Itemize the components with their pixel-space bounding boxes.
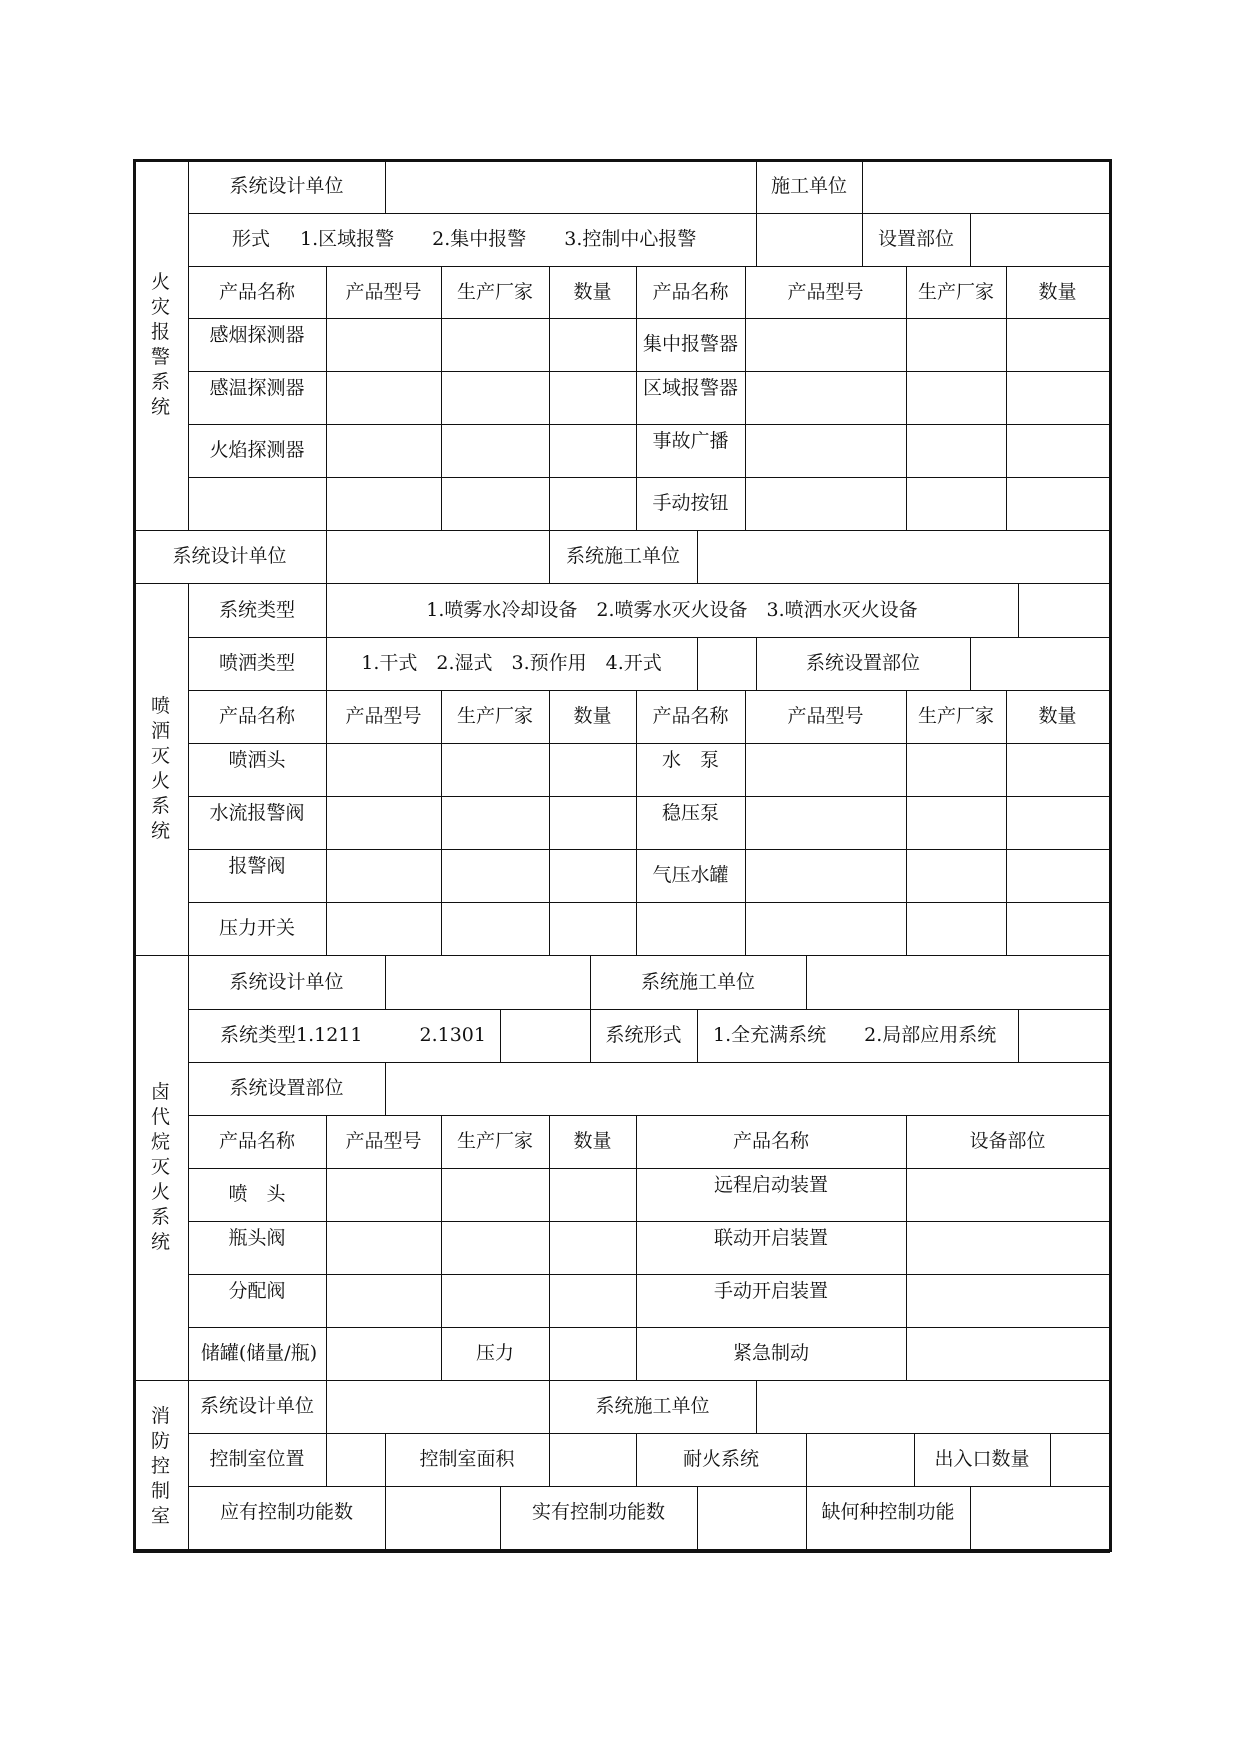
fire-header-cell: 产品名称 [218, 280, 295, 303]
form-cell[interactable] [906, 1221, 1110, 1275]
form-cell[interactable] [697, 1486, 807, 1553]
form-cell[interactable] [549, 849, 637, 903]
form-cell[interactable] [756, 1380, 1110, 1434]
sprinkler-item-flow-valve: 水流报警阀 [209, 802, 305, 824]
form-cell[interactable] [385, 1486, 501, 1553]
fire-item-central-alarm: 集中报警器 [642, 333, 738, 355]
form-cell[interactable] [1018, 583, 1110, 638]
fire-header-cell: 数量 [573, 280, 612, 303]
form-cell[interactable] [326, 1221, 442, 1275]
form-cell[interactable] [549, 743, 637, 797]
form-cell[interactable] [1006, 477, 1110, 531]
form-cell[interactable] [441, 424, 550, 478]
sprinkler-header-cell: 数量 [573, 705, 612, 727]
form-cell[interactable] [745, 796, 907, 850]
form-cell[interactable] [326, 318, 442, 372]
form-cell[interactable] [326, 371, 442, 425]
form-cell[interactable] [745, 477, 907, 531]
sprinkler-header-cell: 数量 [1038, 705, 1077, 727]
control-room-section-title: 消 防 控 制 室 [150, 1404, 170, 1527]
control-room-location-label: 控制室位置 [209, 1448, 305, 1470]
fire-alarm-section-title: 火 灾 报 警 系 统 [150, 270, 170, 418]
form-cell[interactable] [441, 477, 550, 531]
form-cell[interactable] [636, 902, 746, 956]
form-cell[interactable] [326, 477, 442, 531]
fire-header-cell: 生产厂家 [456, 280, 533, 303]
sprinkler-item-head: 喷洒头 [228, 749, 286, 771]
fire-item-flame: 火焰探测器 [209, 439, 305, 461]
fire-header-cell: 产品型号 [787, 280, 864, 303]
mid-construction-unit-label: 系统施工单位 [565, 545, 680, 567]
form-cell[interactable] [1006, 318, 1110, 372]
control-construction-unit-label: 系统施工单位 [595, 1395, 710, 1417]
form-cell[interactable] [1006, 371, 1110, 425]
form-cell[interactable] [441, 371, 550, 425]
halon-type-label: 系统类型1.1211 2.1301 [220, 1024, 486, 1046]
halon-location-label: 系统设置部位 [229, 1077, 344, 1099]
sprinkler-location-label: 系统设置部位 [805, 652, 920, 674]
halon-item-head-valve: 瓶头阀 [228, 1227, 286, 1249]
form-cell[interactable] [549, 1274, 637, 1328]
control-exits-label: 出入口数量 [934, 1448, 1030, 1470]
form-cell[interactable] [549, 796, 637, 850]
fire-item-manual-button: 手动按钮 [652, 492, 729, 514]
control-fire-system-label: 耐火系统 [682, 1448, 759, 1470]
form-cell[interactable] [326, 902, 442, 956]
halon-item-tank: 储罐(储量/瓶) [200, 1342, 318, 1364]
form-cell[interactable] [326, 1327, 442, 1381]
form-cell[interactable] [806, 1433, 915, 1487]
form-cell[interactable] [806, 955, 1110, 1010]
halon-header-cell: 产品名称 [218, 1130, 295, 1152]
form-cell[interactable] [385, 159, 757, 214]
halon-item-distribution-valve: 分配阀 [228, 1280, 286, 1302]
form-cell[interactable] [326, 1168, 442, 1222]
form-cell[interactable] [906, 1327, 1110, 1381]
form-cell[interactable] [326, 1380, 550, 1434]
form-cell[interactable] [549, 477, 637, 531]
form-cell[interactable] [1006, 796, 1110, 850]
fire-form-label: 形式 [232, 228, 271, 250]
halon-design-unit-label: 系统设计单位 [229, 970, 344, 993]
form-cell[interactable] [326, 424, 442, 478]
control-actual-functions-label: 实有控制功能数 [531, 1501, 665, 1523]
form-cell[interactable] [697, 530, 1110, 584]
form-cell[interactable] [906, 902, 1007, 956]
sprinkler-item-stabilizer-pump: 稳压泵 [661, 802, 719, 824]
form-cell[interactable] [549, 371, 637, 425]
sprinkler-type-label: 系统类型 [218, 598, 295, 621]
control-design-unit-label: 系统设计单位 [199, 1395, 314, 1417]
form-cell[interactable] [745, 371, 907, 425]
mid-design-unit-label: 系统设计单位 [172, 545, 287, 567]
halon-header-cell: 产品型号 [345, 1130, 422, 1152]
form-cell[interactable] [970, 213, 1110, 267]
halon-pressure-label: 压力 [475, 1342, 514, 1364]
form-cell[interactable] [745, 902, 907, 956]
form-cell[interactable] [906, 743, 1007, 797]
form-cell[interactable] [188, 477, 327, 531]
fire-header-cell: 产品名称 [652, 280, 729, 303]
form-cell[interactable] [697, 637, 757, 691]
sprinkler-header-cell: 产品型号 [787, 705, 864, 727]
halon-item-emergency-stop: 紧急制动 [732, 1342, 809, 1364]
form-cell[interactable] [1006, 849, 1110, 903]
form-cell[interactable] [906, 424, 1007, 478]
halon-header-cell: 设备部位 [969, 1130, 1046, 1152]
form-cell[interactable] [745, 849, 907, 903]
halon-form-label: 系统形式 [605, 1024, 682, 1046]
form-cell[interactable] [549, 902, 637, 956]
form-cell[interactable] [441, 902, 550, 956]
sprinkler-header-cell: 生产厂家 [456, 705, 533, 727]
form-cell[interactable] [906, 849, 1007, 903]
sprinkler-item-alarm-valve: 报警阀 [228, 855, 286, 877]
form-cell[interactable] [1050, 1433, 1110, 1487]
form-cell[interactable] [745, 743, 907, 797]
form-cell[interactable] [441, 796, 550, 850]
halon-header-cell: 生产厂家 [456, 1130, 533, 1152]
halon-header-cell: 产品名称 [732, 1130, 809, 1152]
form-cell[interactable] [745, 424, 907, 478]
form-cell[interactable] [906, 477, 1007, 531]
form-cell[interactable] [549, 424, 637, 478]
form-cell[interactable] [549, 1221, 637, 1275]
fire-item-smoke: 感烟探测器 [209, 324, 305, 346]
form-cell[interactable] [549, 1327, 637, 1381]
sprinkler-spray-label: 喷洒类型 [218, 652, 295, 674]
form-cell[interactable] [326, 796, 442, 850]
form-cell[interactable] [862, 159, 1110, 214]
fire-header-cell: 产品型号 [345, 280, 422, 303]
form-cell[interactable] [326, 530, 550, 584]
fire-design-unit-label: 系统设计单位 [229, 174, 344, 197]
fire-location-label: 设置部位 [877, 228, 954, 250]
sprinkler-header-cell: 产品型号 [345, 705, 422, 727]
form-cell[interactable] [906, 796, 1007, 850]
form-cell[interactable] [1006, 424, 1110, 478]
form-cell[interactable] [326, 849, 442, 903]
sprinkler-item-pressure-switch: 压力开关 [218, 917, 295, 939]
form-cell[interactable] [441, 1168, 550, 1222]
form-cell[interactable] [441, 849, 550, 903]
halon-item-remote-start: 远程启动装置 [713, 1174, 828, 1196]
form-cell[interactable] [549, 1433, 637, 1487]
form-cell[interactable] [385, 955, 591, 1010]
fire-item-zone-alarm: 区域报警器 [642, 377, 738, 399]
fire-form-options: 1.区域报警 2.集中报警 3.控制中心报警 [300, 228, 697, 250]
halon-item-linked-open: 联动开启装置 [713, 1227, 828, 1249]
fire-construction-unit-label: 施工单位 [770, 174, 847, 197]
sprinkler-section-title: 喷 洒 灭 火 系 统 [150, 695, 170, 842]
form-cell[interactable] [549, 318, 637, 372]
fire-item-broadcast: 事故广播 [652, 430, 729, 452]
sprinkler-spray-options: 1.干式 2.湿式 3.预作用 4.开式 [361, 652, 662, 674]
form-cell[interactable] [326, 1433, 386, 1487]
sprinkler-header-cell: 产品名称 [218, 705, 295, 727]
fire-header-cell: 数量 [1038, 280, 1077, 303]
sprinkler-item-pressure-tank: 气压水罐 [652, 864, 729, 886]
sprinkler-header-cell: 生产厂家 [917, 705, 994, 727]
form-cell[interactable] [441, 1221, 550, 1275]
halon-header-cell: 数量 [573, 1130, 612, 1152]
form-cell[interactable] [441, 318, 550, 372]
fire-header-cell: 生产厂家 [917, 280, 994, 303]
form-cell[interactable] [906, 318, 1007, 372]
control-missing-functions-label: 缺何种控制功能 [821, 1501, 955, 1523]
sprinkler-item-pump: 水 泵 [661, 749, 719, 771]
form-cell[interactable] [385, 1062, 1110, 1116]
form-cell[interactable] [906, 1168, 1110, 1222]
form-cell[interactable] [970, 1486, 1110, 1553]
halon-form-options: 1.全充满系统 2.局部应用系统 [713, 1024, 997, 1046]
form-cell[interactable] [906, 1274, 1110, 1328]
form-cell[interactable] [441, 743, 550, 797]
form-cell[interactable] [326, 743, 442, 797]
halon-item-manual-open: 手动开启装置 [713, 1280, 828, 1302]
form-cell[interactable] [1006, 902, 1110, 956]
form-cell[interactable] [1006, 743, 1110, 797]
form-cell[interactable] [906, 371, 1007, 425]
form-cell[interactable] [441, 1274, 550, 1328]
halon-section-title: 卤 代 烷 灭 火 系 统 [150, 1081, 170, 1253]
sprinkler-header-cell: 产品名称 [652, 705, 729, 727]
fire-item-heat: 感温探测器 [209, 377, 305, 399]
form-cell[interactable] [326, 1274, 442, 1328]
halon-item-nozzle: 喷 头 [228, 1183, 286, 1205]
control-required-functions-label: 应有控制功能数 [219, 1501, 353, 1523]
halon-construction-unit-label: 系统施工单位 [640, 970, 755, 993]
sprinkler-type-options: 1.喷雾水冷却设备 2.喷雾水灭火设备 3.喷洒水灭火设备 [426, 598, 918, 621]
form-cell[interactable] [549, 1168, 637, 1222]
form-cell[interactable] [745, 318, 907, 372]
control-room-area-label: 控制室面积 [419, 1448, 515, 1470]
form-cell[interactable] [970, 637, 1110, 691]
